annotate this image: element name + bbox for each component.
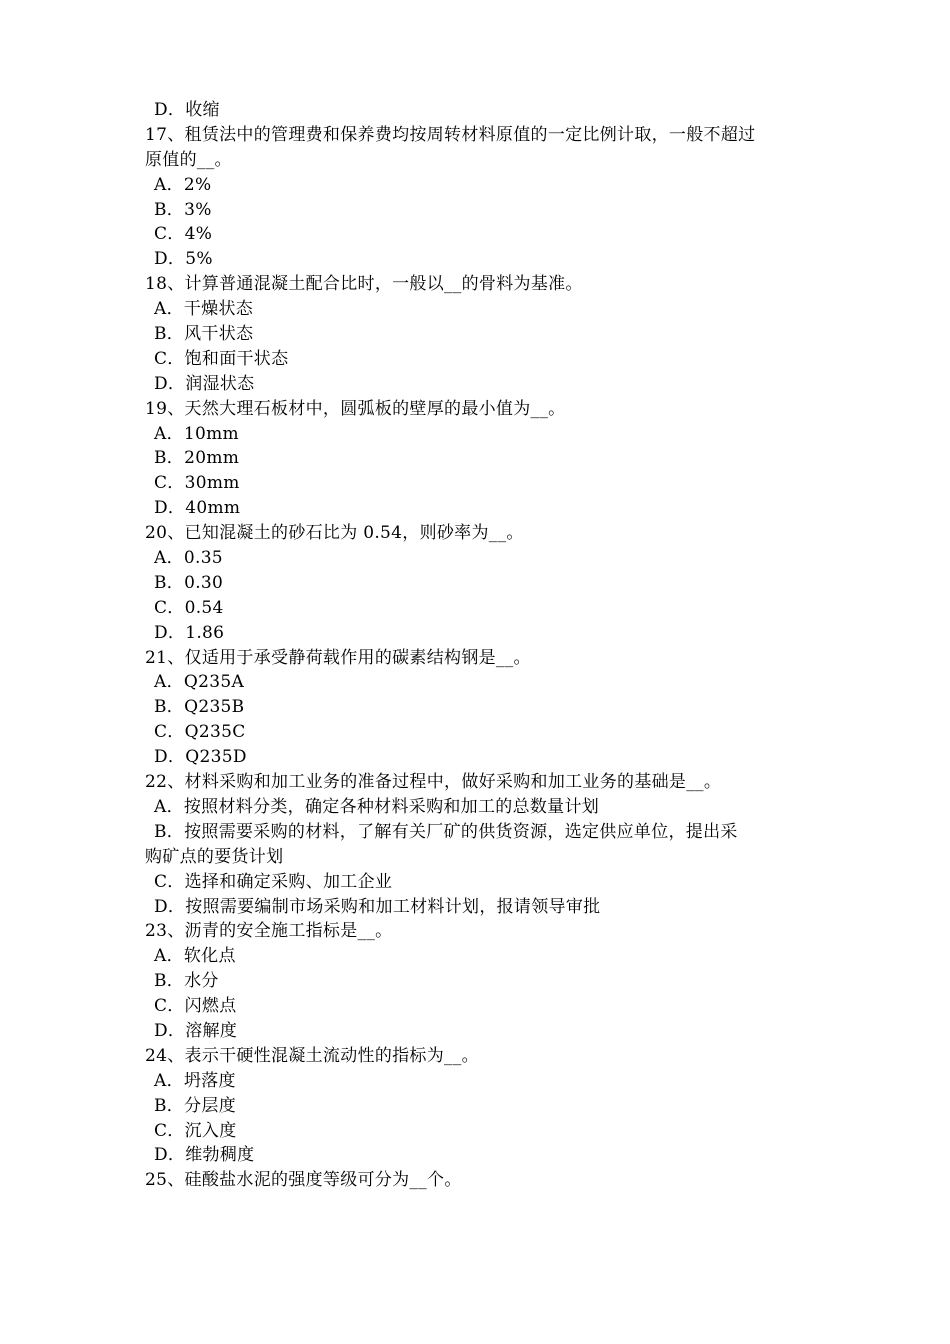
question-text: 购矿点的要货计划 <box>145 846 284 867</box>
question-list <box>145 98 810 1193</box>
answer-option: D．维勃稠度 <box>154 1145 255 1166</box>
answer-option: B．风干状态 <box>154 324 254 345</box>
question-text: 19、天然大理石板材中，圆弧板的壁厚的最小值为__。 <box>145 398 566 419</box>
answer-option: B．20mm <box>154 448 240 469</box>
answer-option: C．30mm <box>154 473 240 494</box>
answer-option: A．0.35 <box>154 548 223 569</box>
question-text: 20、已知混凝土的砂石比为 0.54，则砂率为__。 <box>145 523 524 544</box>
answer-option: B．按照需要采购的材料，了解有关厂矿的供货资源，选定供应单位，提出采 <box>154 821 738 842</box>
answer-option: D．1.86 <box>154 622 225 643</box>
answer-option: A．2% <box>154 174 212 195</box>
answer-option: A．干燥状态 <box>154 299 254 320</box>
answer-option: C．选择和确定采购、加工企业 <box>154 871 393 892</box>
answer-option: C．Q235C <box>154 722 246 743</box>
answer-option: D．40mm <box>154 498 241 519</box>
answer-option: B．分层度 <box>154 1095 236 1116</box>
answer-option: B．Q235B <box>154 697 245 718</box>
question-text: 22、材料采购和加工业务的准备过程中，做好采购和加工业务的基础是__。 <box>145 772 722 793</box>
question-text: 25、硅酸盐水泥的强度等级可分为__个。 <box>145 1170 462 1191</box>
answer-option: C．0.54 <box>154 597 224 618</box>
answer-option: A．坍落度 <box>154 1070 236 1091</box>
answer-option: B．0.30 <box>154 572 224 593</box>
answer-option: D．Q235D <box>154 747 247 768</box>
answer-option: B．3% <box>154 199 212 220</box>
answer-option: A．Q235A <box>154 672 245 693</box>
question-text: 18、计算普通混凝土配合比时，一般以__的骨料为基准。 <box>145 274 583 295</box>
answer-option: D．收缩 <box>154 100 220 120</box>
question-text: 17、租赁法中的管理费和保养费均按周转材料原值的一定比例计取，一般不超过 <box>145 124 756 145</box>
answer-option: C．4% <box>154 224 213 245</box>
question-text: 21、仅适用于承受静荷载作用的碳素结构钢是__。 <box>145 647 531 668</box>
question-text: 23、沥青的安全施工指标是__。 <box>145 921 393 942</box>
answer-option: A．10mm <box>154 423 239 444</box>
answer-option: D．润湿状态 <box>154 373 255 394</box>
question-text: 原值的__。 <box>145 149 232 170</box>
answer-option: D．溶解度 <box>154 1020 238 1041</box>
answer-option: D．按照需要编制市场采购和加工材料计划，报请领导审批 <box>154 896 601 917</box>
answer-option: D．5% <box>154 249 213 270</box>
answer-option: C．沉入度 <box>154 1120 237 1141</box>
answer-option: C．饱和面干状态 <box>154 348 289 369</box>
answer-option: C．闪燃点 <box>154 996 237 1017</box>
answer-option: A．按照材料分类，确定各种材料采购和加工的总数量计划 <box>154 796 600 817</box>
answer-option: A．软化点 <box>154 946 236 967</box>
question-text: 24、表示干硬性混凝土流动性的指标为__。 <box>145 1045 479 1066</box>
answer-option: B．水分 <box>154 971 219 992</box>
